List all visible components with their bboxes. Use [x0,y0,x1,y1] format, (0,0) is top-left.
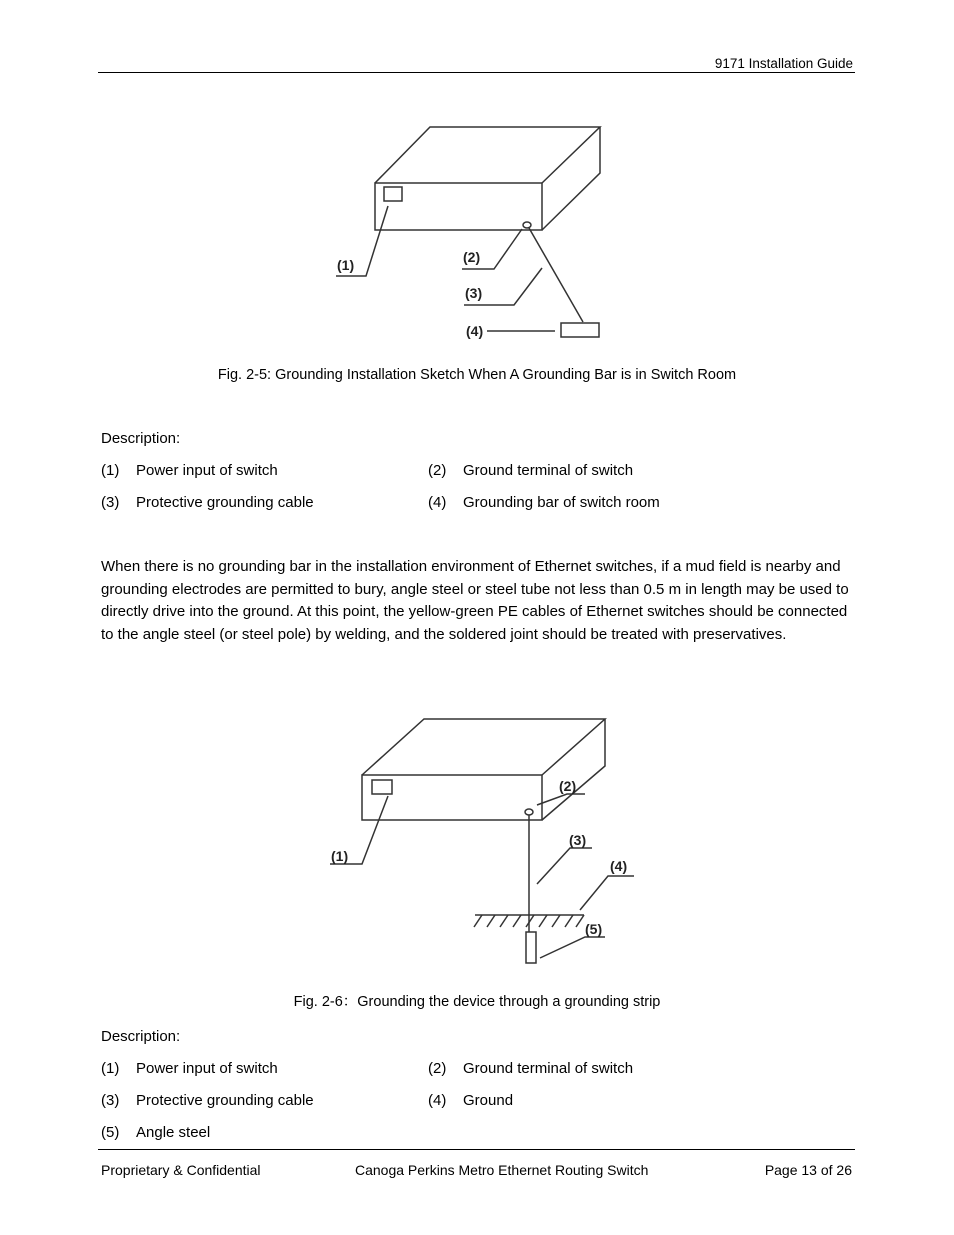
fig2-callout-3: (3) [569,832,587,848]
figure1-caption: Fig. 2-5: Grounding Installation Sketch When A Grounding Bar is in Switch Room [217,367,737,383]
footer-page-number: Page 13 of 26 [764,1162,852,1178]
desc1-item-4-text: Grounding bar of switch room [463,494,660,511]
footer-left: Proprietary & Confidential [101,1162,261,1178]
desc1-item-2-num: (2) [428,462,447,479]
fig2-callout-4: (4) [610,858,628,874]
header-rule [98,72,855,73]
desc2-item-3-text: Protective grounding cable [136,1092,314,1109]
fig2-callout-5: (5) [585,921,603,937]
desc2-item-5-num: (5) [101,1124,120,1141]
desc1-item-2-text: Ground terminal of switch [463,462,634,479]
footer-center: Canoga Perkins Metro Ethernet Routing Switch [355,1162,649,1178]
desc2-heading: Description: [101,1028,181,1045]
fig2-callout-2: (2) [559,778,577,794]
desc1-item-1-num: (1) [101,462,120,479]
fig1-callout-3: (3) [465,285,483,301]
desc2-item-5-text: Angle steel [136,1124,211,1141]
desc2-item-1-text: Power input of switch [136,1060,278,1077]
fig2-callout-1: (1) [331,848,349,864]
desc1-item-1-text: Power input of switch [136,462,278,479]
desc2-item-2-num: (2) [428,1060,447,1077]
fig1-callout-2: (2) [463,249,481,265]
figure2-caption: Fig. 2-6：Grounding the device through a grounding strip [293,994,661,1010]
body-paragraph: When there is no grounding bar in the installation environment of Ethernet switches, if a mud field is nearby and grounding electrodes are permitted to bury, angle steel or steel tube not less than 0.5 m in length may be used to directly drive into the ground. At this point, the yellow-green PE cables of Ethernet switches should be connected to the angle steel (or steel pole) by welding, and the soldered joint should be treated with preservatives. [101,558,849,643]
fig1-callout-1: (1) [337,257,355,273]
desc1-item-3-text: Protective grounding cable [136,494,314,511]
figure-grounding-strip-sketch [325,712,628,970]
desc2-item-3-num: (3) [101,1092,120,1109]
fig1-callout-4: (4) [466,323,484,339]
desc1-item-3-num: (3) [101,494,120,511]
desc2-item-2-text: Ground terminal of switch [463,1060,634,1077]
desc1-item-4-num: (4) [428,494,447,511]
figure-grounding-bar-sketch [330,120,620,345]
header-title: 9171 Installation Guide [714,56,853,71]
desc1-heading: Description: [101,430,181,447]
footer-rule [98,1149,855,1150]
desc2-item-4-num: (4) [428,1092,447,1109]
desc2-item-1-num: (1) [101,1060,120,1077]
desc2-item-4-text: Ground [463,1092,514,1109]
